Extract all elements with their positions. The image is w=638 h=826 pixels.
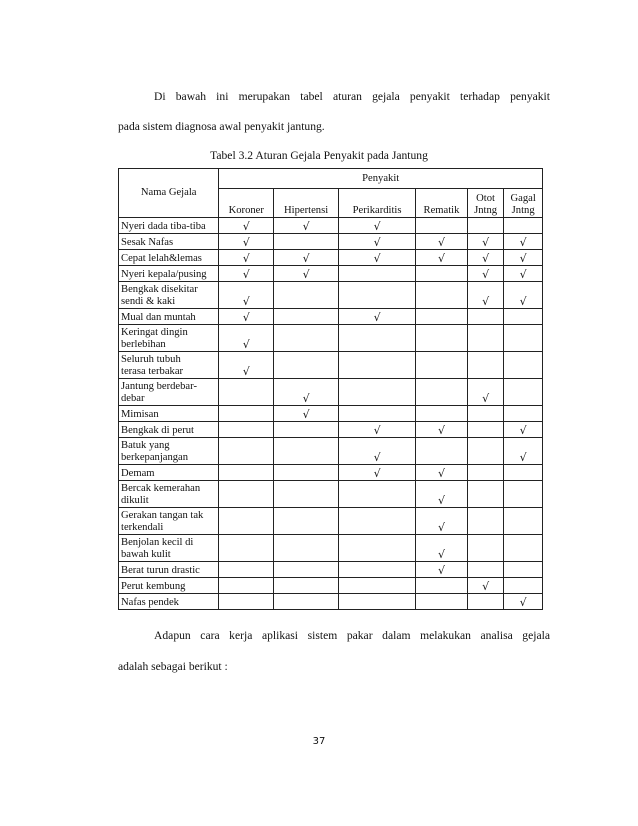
- symptom-name: Nyeri kepala/pusing: [119, 266, 219, 282]
- table-row: [119, 218, 543, 234]
- check-mark-cell: [504, 508, 543, 535]
- symptom-name: Nyeri dada tiba-tiba: [119, 218, 219, 234]
- table-row: [119, 282, 543, 309]
- check-mark-cell: [504, 465, 543, 481]
- symptom-name: Bercak kemerahan dikulit: [119, 481, 219, 508]
- header-disease: Perikarditis: [339, 189, 416, 218]
- table-row: [119, 309, 543, 325]
- check-mark-cell: [416, 379, 468, 406]
- check-mark-cell: √: [219, 234, 274, 250]
- check-mark-cell: [274, 508, 339, 535]
- symptom-name: Mimisan: [119, 406, 219, 422]
- check-mark-cell: [219, 379, 274, 406]
- check-mark-cell: [467, 352, 504, 379]
- check-mark-cell: [416, 218, 468, 234]
- check-mark-cell: [504, 406, 543, 422]
- symptom-name: Demam: [119, 465, 219, 481]
- check-mark-cell: [416, 438, 468, 465]
- check-mark-cell: √: [504, 594, 543, 610]
- symptom-name: Batuk yang berkepanjangan: [119, 438, 219, 465]
- check-mark-cell: [504, 481, 543, 508]
- check-mark-cell: √: [504, 250, 543, 266]
- check-mark-cell: [219, 481, 274, 508]
- check-mark-cell: √: [339, 438, 416, 465]
- check-mark-cell: [339, 562, 416, 578]
- check-mark-cell: √: [219, 352, 274, 379]
- header-disease: Gagal Jntng: [504, 189, 543, 218]
- check-mark-cell: [504, 352, 543, 379]
- check-mark-cell: [467, 481, 504, 508]
- check-mark-cell: [274, 352, 339, 379]
- intro-paragraph-line1: Di bawah ini merupakan tabel aturan gejala penyakit terhadap penyakit: [154, 90, 550, 103]
- check-mark-cell: [339, 352, 416, 379]
- table-row: [119, 578, 543, 594]
- check-mark-cell: [339, 266, 416, 282]
- header-disease: Hipertensi: [274, 189, 339, 218]
- check-mark-cell: [416, 325, 468, 352]
- symptom-rule-table: [118, 168, 543, 610]
- table-row: [119, 594, 543, 610]
- check-mark-cell: √: [339, 422, 416, 438]
- check-mark-cell: [416, 282, 468, 309]
- check-mark-cell: √: [467, 234, 504, 250]
- page-number: 37: [312, 736, 326, 747]
- check-mark-cell: √: [416, 234, 468, 250]
- symptom-name: Berat turun drastic: [119, 562, 219, 578]
- check-mark-cell: [467, 218, 504, 234]
- check-mark-cell: √: [274, 250, 339, 266]
- symptom-name: Bengkak disekitar sendi & kaki: [119, 282, 219, 309]
- check-mark-cell: √: [504, 266, 543, 282]
- symptom-name: Nafas pendek: [119, 594, 219, 610]
- check-mark-cell: [504, 218, 543, 234]
- header-nama-gejala: Nama Gejala: [119, 169, 219, 218]
- check-mark-cell: [339, 508, 416, 535]
- symptom-name: Bengkak di perut: [119, 422, 219, 438]
- check-mark-cell: √: [274, 379, 339, 406]
- table-row: [119, 406, 543, 422]
- check-mark-cell: [219, 422, 274, 438]
- check-mark-cell: √: [504, 234, 543, 250]
- table-row: [119, 422, 543, 438]
- check-mark-cell: √: [467, 379, 504, 406]
- check-mark-cell: √: [274, 218, 339, 234]
- table-row: [119, 508, 543, 535]
- check-mark-cell: [467, 438, 504, 465]
- check-mark-cell: [504, 562, 543, 578]
- check-mark-cell: √: [504, 282, 543, 309]
- symptom-name: Seluruh tubuh terasa terbakar: [119, 352, 219, 379]
- check-mark-cell: √: [467, 578, 504, 594]
- symptom-name: Perut kembung: [119, 578, 219, 594]
- table-row: [119, 438, 543, 465]
- symptom-name: Sesak Nafas: [119, 234, 219, 250]
- check-mark-cell: [339, 325, 416, 352]
- check-mark-cell: [467, 325, 504, 352]
- header-disease: Rematik: [416, 189, 468, 218]
- table-row: [119, 266, 543, 282]
- table-row: [119, 325, 543, 352]
- check-mark-cell: [416, 406, 468, 422]
- check-mark-cell: [504, 379, 543, 406]
- check-mark-cell: [274, 422, 339, 438]
- check-mark-cell: √: [274, 406, 339, 422]
- check-mark-cell: [274, 438, 339, 465]
- check-mark-cell: [467, 465, 504, 481]
- check-mark-cell: [416, 578, 468, 594]
- check-mark-cell: [504, 578, 543, 594]
- check-mark-cell: √: [219, 250, 274, 266]
- outro-paragraph-line1: Adapun cara kerja aplikasi sistem pakar dalam melakukan analisa gejala: [154, 629, 550, 642]
- check-mark-cell: √: [416, 562, 468, 578]
- check-mark-cell: √: [219, 266, 274, 282]
- check-mark-cell: [504, 325, 543, 352]
- check-mark-cell: [219, 508, 274, 535]
- check-mark-cell: [339, 578, 416, 594]
- check-mark-cell: [274, 594, 339, 610]
- check-mark-cell: √: [416, 535, 468, 562]
- check-mark-cell: [467, 406, 504, 422]
- check-mark-cell: [339, 481, 416, 508]
- check-mark-cell: [416, 309, 468, 325]
- symptom-name: Mual dan muntah: [119, 309, 219, 325]
- check-mark-cell: √: [416, 250, 468, 266]
- table-row: [119, 352, 543, 379]
- check-mark-cell: √: [416, 465, 468, 481]
- table-caption: Tabel 3.2 Aturan Gejala Penyakit pada Jantung: [210, 149, 428, 162]
- check-mark-cell: [274, 535, 339, 562]
- check-mark-cell: [339, 406, 416, 422]
- check-mark-cell: [339, 379, 416, 406]
- check-mark-cell: [219, 406, 274, 422]
- check-mark-cell: [339, 594, 416, 610]
- table-row: [119, 379, 543, 406]
- header-disease: Koroner: [219, 189, 274, 218]
- check-mark-cell: √: [467, 250, 504, 266]
- symptom-name: Jantung berdebar- debar: [119, 379, 219, 406]
- check-mark-cell: √: [219, 309, 274, 325]
- check-mark-cell: √: [339, 218, 416, 234]
- symptom-name: Gerakan tangan tak terkendali: [119, 508, 219, 535]
- check-mark-cell: √: [274, 266, 339, 282]
- check-mark-cell: [274, 325, 339, 352]
- check-mark-cell: √: [339, 309, 416, 325]
- header-disease: Otot Jntng: [467, 189, 504, 218]
- check-mark-cell: √: [467, 266, 504, 282]
- header-penyakit: Penyakit: [219, 169, 543, 189]
- table-row: [119, 234, 543, 250]
- outro-paragraph-line2: adalah sebagai berikut :: [118, 660, 228, 673]
- symptom-name: Benjolan kecil di bawah kulit: [119, 535, 219, 562]
- check-mark-cell: [274, 282, 339, 309]
- symptom-name: Keringat dingin berlebihan: [119, 325, 219, 352]
- check-mark-cell: [339, 535, 416, 562]
- check-mark-cell: [219, 535, 274, 562]
- check-mark-cell: √: [339, 234, 416, 250]
- table-row: [119, 250, 543, 266]
- check-mark-cell: [219, 438, 274, 465]
- check-mark-cell: √: [219, 218, 274, 234]
- intro-paragraph-line2: pada sistem diagnosa awal penyakit jantung.: [118, 120, 325, 133]
- check-mark-cell: [274, 578, 339, 594]
- check-mark-cell: √: [504, 438, 543, 465]
- table-row: [119, 481, 543, 508]
- table-body: [119, 218, 543, 610]
- check-mark-cell: [219, 562, 274, 578]
- check-mark-cell: [219, 594, 274, 610]
- check-mark-cell: √: [219, 282, 274, 309]
- check-mark-cell: [467, 422, 504, 438]
- check-mark-cell: [467, 508, 504, 535]
- check-mark-cell: √: [416, 481, 468, 508]
- check-mark-cell: √: [339, 250, 416, 266]
- check-mark-cell: [467, 594, 504, 610]
- check-mark-cell: √: [467, 282, 504, 309]
- check-mark-cell: [467, 562, 504, 578]
- check-mark-cell: [339, 282, 416, 309]
- check-mark-cell: √: [219, 325, 274, 352]
- check-mark-cell: √: [416, 422, 468, 438]
- check-mark-cell: [219, 465, 274, 481]
- check-mark-cell: [467, 535, 504, 562]
- check-mark-cell: [416, 266, 468, 282]
- symptom-name: Cepat lelah&lemas: [119, 250, 219, 266]
- check-mark-cell: [274, 562, 339, 578]
- check-mark-cell: [274, 481, 339, 508]
- table-row: [119, 535, 543, 562]
- check-mark-cell: √: [416, 508, 468, 535]
- check-mark-cell: [274, 234, 339, 250]
- check-mark-cell: [416, 594, 468, 610]
- check-mark-cell: [467, 309, 504, 325]
- check-mark-cell: [219, 578, 274, 594]
- check-mark-cell: [416, 352, 468, 379]
- table-row: [119, 465, 543, 481]
- check-mark-cell: √: [339, 465, 416, 481]
- check-mark-cell: √: [504, 422, 543, 438]
- check-mark-cell: [504, 535, 543, 562]
- check-mark-cell: [274, 309, 339, 325]
- check-mark-cell: [504, 309, 543, 325]
- check-mark-cell: [274, 465, 339, 481]
- table-row: [119, 562, 543, 578]
